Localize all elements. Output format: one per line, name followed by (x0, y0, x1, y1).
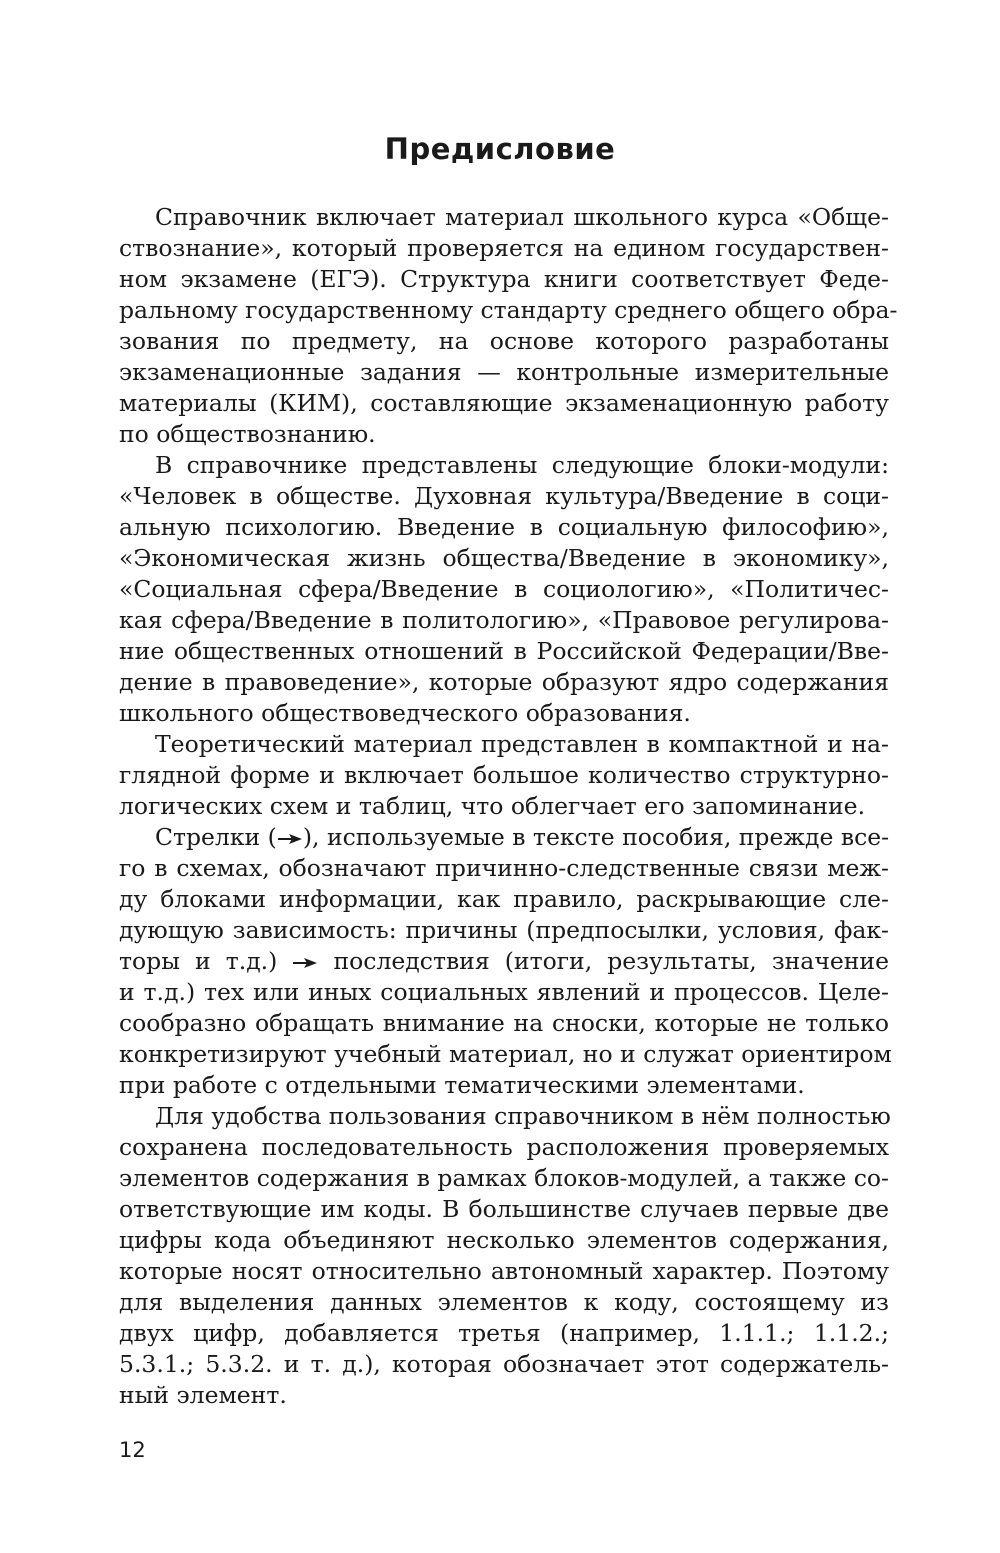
text-line: альную психологию. Введение в социальную философию», (119, 513, 889, 541)
text-line: дение в правоведение», которые образуют ядро содержания (119, 668, 889, 696)
page-number: 12 (119, 1438, 146, 1462)
text-line: логических схем и таблиц, что облегчает его запоминание. (119, 792, 866, 820)
text-line-with-arrow (119, 945, 889, 977)
text-line: при работе с отдельными тематическими элементами. (119, 1071, 805, 1099)
text-fragment: ), используемые в тексте пособия, прежде все- (302, 823, 890, 851)
text-line: ном экзамене (ЕГЭ). Структура книги соответствует Феде- (119, 265, 889, 293)
text-line: ответствующие им коды. В большинстве случаев первые две (119, 1195, 889, 1223)
text-line: ральному государственному стандарту среднего общего обра- (119, 296, 898, 324)
text-line: кая сфера/Введение в политологию», «Правовое регулирова- (119, 606, 889, 634)
text-line: Справочник включает материал школьного курса «Обще- (155, 203, 889, 231)
text-fragment: последствия (итоги, результаты, значение (333, 947, 889, 975)
text-line: ный элемент. (119, 1381, 287, 1409)
text-line: и т.д.) тех или иных социальных явлений и процессов. Целе- (119, 978, 889, 1006)
text-line: ствознание», который проверяется на едином государствен- (119, 234, 889, 262)
text-line: го в схемах, обозначают причинно-следственные связи меж- (119, 854, 889, 882)
text-line: экзаменационные задания — контрольные измерительные (119, 358, 889, 386)
text-line: двух цифр, добавляется третья (например, 1.1.1.; 1.1.2.; (119, 1319, 889, 1347)
right-arrow-icon (277, 832, 303, 846)
text-line: «Человек в обществе. Духовная культура/Введение в соци- (119, 482, 889, 510)
text-line: сохранена последовательность расположения проверяемых (119, 1133, 889, 1161)
text-fragment: торы и т.д.) (119, 947, 278, 975)
text-line: дующую зависимость: причины (предпосылки, условия, фак- (119, 916, 889, 944)
page-title: Предисловие (384, 132, 616, 166)
text-line: по обществознанию. (119, 420, 376, 448)
text-line: материалы (КИМ), составляющие экзаменационную работу (119, 389, 889, 417)
text-line: «Экономическая жизнь общества/Введение в экономику», (119, 544, 889, 572)
text-line: «Социальная сфера/Введение в социологию», «Политичес- (119, 575, 889, 603)
text-line: Теоретический материал представлен в компактной и на- (155, 730, 889, 758)
text-line: В справочнике представлены следующие блоки-модули: (155, 451, 889, 479)
text-line: зования по предмету, на основе которого разработаны (119, 327, 889, 355)
text-line: ние общественных отношений в Российской Федерации/Вве- (119, 637, 889, 665)
text-line: для выделения данных элементов к коду, состоящему из (119, 1288, 889, 1316)
text-line: цифры кода объединяют несколько элементов содержания, (119, 1226, 889, 1254)
text-line: школьного обществоведческого образования. (119, 699, 691, 727)
text-line: глядной форме и включает большое количество структурно- (119, 761, 889, 789)
text-line: сообразно обращать внимание на сноски, которые не только (119, 1009, 889, 1037)
text-line-with-arrow (155, 821, 889, 853)
right-arrow-icon (292, 956, 318, 970)
text-line: ду блоками информации, как правило, раскрывающие сле- (119, 885, 889, 913)
text-line: которые носят относительно автономный характер. Поэтому (119, 1257, 889, 1285)
text-line: конкретизируют учебный материал, но и служат ориентиром (119, 1040, 892, 1068)
text-fragment: Стрелки ( (155, 823, 277, 851)
text-line: Для удобства пользования справочником в нём полностью (155, 1102, 891, 1130)
text-line: 5.3.1.; 5.3.2. и т. д.), которая обозначает этот содержатель- (119, 1350, 889, 1378)
text-line: элементов содержания в рамках блоков-модулей, а также со- (119, 1164, 889, 1192)
